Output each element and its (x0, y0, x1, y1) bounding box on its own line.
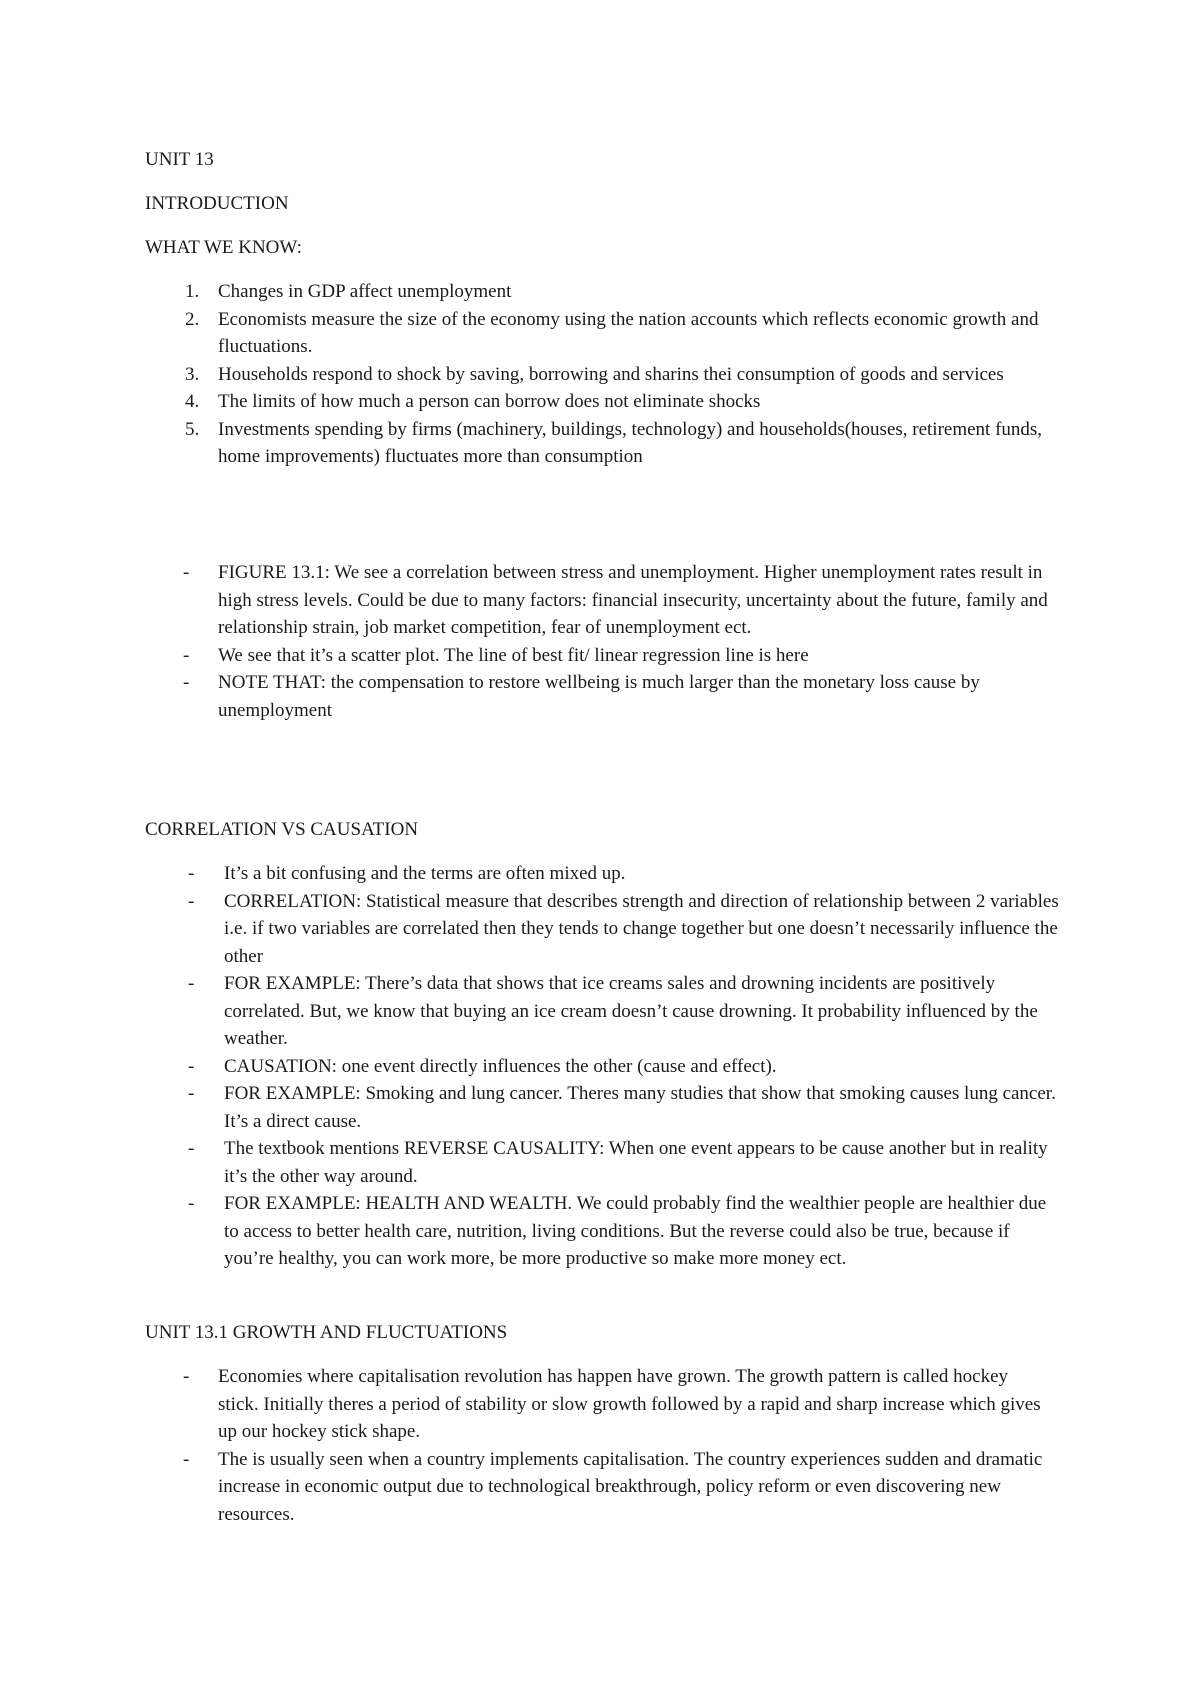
list-item-text: CAUSATION: one event directly influences the other (cause and effect). (224, 1055, 777, 1077)
list-item (145, 1080, 1060, 1135)
dash-marker: - (183, 644, 190, 666)
dash-marker: - (183, 562, 190, 583)
list-item-text: The limits of how much a person can borrow does not eliminate shocks (218, 391, 761, 412)
list-number: 5. (185, 418, 200, 440)
list-item (145, 970, 1060, 1053)
figure-notes-list (145, 559, 1050, 724)
list-item (145, 642, 1050, 670)
list-item-text: Economies where capitalisation revolution has happen have grown. The growth pattern is called hockey stick. Initially theres a period of stability or slow growth followed by a rapid and sharp increase which gives up our hockey stick shape. (218, 1366, 1041, 1442)
list-item (145, 888, 1060, 971)
list-item-text: FOR EXAMPLE: HEALTH AND WEALTH. We could probably find the wealthier people are healthier due to access to better health care, nutrition, living conditions. But the reverse could also be true, because if you’re healthy, you can work more, be more productive so make more money ect. (224, 1193, 1047, 1269)
list-item (145, 559, 1050, 642)
list-item-text: NOTE THAT: the compensation to restore wellbeing is much larger than the monetary loss cause by unemployment (218, 672, 980, 721)
growth-list (145, 1363, 1045, 1528)
correlation-heading: CORRELATION VS CAUSATION (145, 819, 419, 840)
what-we-know-heading: WHAT WE KNOW: (145, 237, 302, 258)
dash-marker: - (188, 863, 195, 884)
list-item (145, 1363, 1045, 1446)
dash-marker: - (188, 890, 195, 912)
dash-marker: - (188, 1083, 195, 1104)
dash-marker: - (188, 973, 195, 994)
list-item-text: We see that it’s a scatter plot. The line of best fit/ linear regression line is here (218, 644, 809, 666)
list-item-text: FOR EXAMPLE: Smoking and lung cancer. Theres many studies that show that smoking causes lung cancer. It’s a direct cause. (224, 1083, 1056, 1132)
list-item-text: FIGURE 13.1: We see a correlation between stress and unemployment. Higher unemployment rates result in high stress levels. Could be due to many factors: financial insecurity, uncertainty about the future, family and relationship strain, job market competition, fear of unemployment ect. (218, 562, 1048, 638)
introduction-heading: INTRODUCTION (145, 193, 289, 214)
list-item (145, 361, 1045, 389)
dash-marker: - (183, 1366, 190, 1387)
list-item-text: It’s a bit confusing and the terms are often mixed up. (224, 863, 626, 884)
list-item (145, 306, 1045, 361)
unit-title: UNIT 13 (145, 149, 214, 170)
list-item (145, 388, 1045, 416)
list-item (145, 1446, 1045, 1529)
list-item-text: FOR EXAMPLE: There’s data that shows that ice creams sales and drowning incidents are positively correlated. But, we know that buying an ice cream doesn’t cause drowning. It probability influenced by the weather. (224, 973, 1038, 1049)
list-item-text: The is usually seen when a country implements capitalisation. The country experiences sudden and dramatic increase in economic output due to technological breakthrough, policy reform or even discovering new resources. (218, 1448, 1043, 1525)
list-item-text: The textbook mentions REVERSE CAUSALITY: When one event appears to be cause another but in reality it’s the other way around. (224, 1138, 1048, 1187)
list-number: 3. (185, 363, 200, 385)
list-number: 1. (185, 281, 200, 302)
correlation-list (145, 860, 1060, 1273)
list-item (145, 1135, 1060, 1190)
dash-marker: - (183, 1448, 190, 1470)
list-item-text: Households respond to shock by saving, borrowing and sharins thei consumption of goods and services (218, 363, 1004, 385)
list-item (145, 860, 1060, 888)
list-item-text: Changes in GDP affect unemployment (218, 281, 512, 302)
list-item-text: Economists measure the size of the economy using the nation accounts which reflects economic growth and fluctuations. (218, 308, 1039, 357)
what-we-know-list (145, 278, 1045, 471)
list-item (145, 416, 1045, 471)
list-item (145, 1053, 1060, 1081)
list-item (145, 1190, 1060, 1273)
list-item-text: CORRELATION: Statistical measure that describes strength and direction of relationship between 2 variables i.e. if two variables are correlated then they tends to change together but one doesn’t necessarily influence the other (224, 890, 1059, 967)
dash-marker: - (183, 672, 190, 693)
dash-marker: - (188, 1138, 195, 1159)
dash-marker: - (188, 1193, 195, 1214)
list-number: 2. (185, 308, 200, 330)
list-item (145, 669, 1050, 724)
list-item-text: Investments spending by firms (machinery, buildings, technology) and households(houses, retirement funds, home improvements) fluctuates more than consumption (218, 418, 1043, 467)
dash-marker: - (188, 1055, 195, 1077)
list-number: 4. (185, 391, 200, 412)
growth-heading: UNIT 13.1 GROWTH AND FLUCTUATIONS (145, 1322, 508, 1343)
list-item (145, 278, 1045, 306)
